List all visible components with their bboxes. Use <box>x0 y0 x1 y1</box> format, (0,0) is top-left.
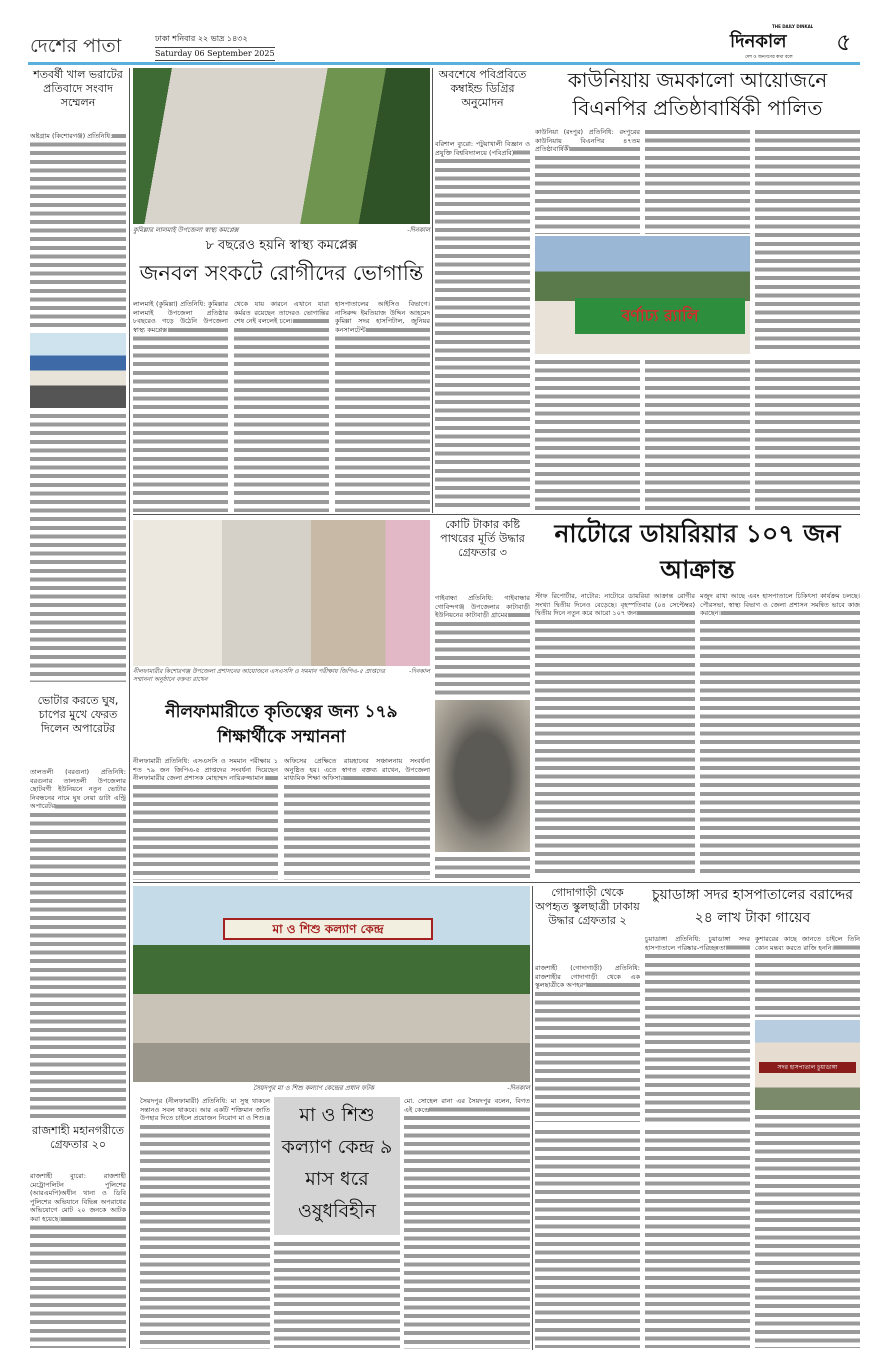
khal-body-2 <box>30 412 126 682</box>
gate-sign: মা ও শিশু কল্যাণ কেন্দ্র <box>223 918 433 940</box>
kosti-body: গাইবান্ধা প্রতিনিধি: গাইবান্ধার গোবিন্দগঞ্জ উপজেলার কাটাবাড়ী ইউনিয়নের কাটাবাড়ী গ্রামের <box>435 594 530 698</box>
saidpur-body-3: মো. সোহেল রানা এর সৈয়দপুর বলেন, বিগত এই কেন্দ্রে <box>404 1097 530 1349</box>
saidpur-body-1: সৈয়দপুর (নীলফামারী) প্রতিনিধি: মা সুস্থ থাকলে সন্তানও সবল থাকবে। আর একটি শক্তিমান জাতি উপহার দিতে চাইলে প্রয়োজন নিরোগ মা ও শিশু। <box>140 1097 270 1349</box>
lalmai-body-2: থেকে যায় কারনে এখানে যারা কর্মরত রয়েছেন তাদেরও ভোগান্তির শেষ নেই বললেই চলে। <box>234 300 329 512</box>
chuadanga-body-4 <box>755 1113 860 1348</box>
header-rule <box>28 62 860 65</box>
pabipro-headline: অবশেষে পবিপ্রবিতে কম্বাইন্ড ডিগ্রির অনুমোদন <box>438 68 527 109</box>
logo-en: THE DAILY DINKAL <box>772 24 814 29</box>
lalmai-body-1: লালমাই (কুমিল্লা) প্রতিনিধি: কুমিল্লার লালমাই উপজেলা প্রতিষ্ঠার ৮বছরেও গড়ে উঠেনি উপজেলা স্বাস্থ্য কমপ্লেক্স। <box>133 300 228 512</box>
date-bengali: ঢাকা শনিবার ২২ ভাদ্র ১৪৩২ <box>155 34 248 43</box>
award-caption: নীলফামারীর কিশোরগঞ্জ উপজেলা প্রশাসনের আয়োজনে এসএসসি ও সমমান পরীক্ষায় জিপিএ-৫ প্রাপ্তদের সম্মাননা অনুষ্ঠানে বক্তব্য রাখেন -দিনকাল <box>133 668 430 683</box>
rally-banner: বর্ণাঢ্য র‍্যালি <box>575 298 745 334</box>
kaunia-body-6 <box>755 358 860 510</box>
kaunia-body-5 <box>645 358 750 510</box>
gate-photo <box>133 886 530 1082</box>
lalmai-body-3: হাসপাতালের আইসিও বিভাগে। নাসিরুদ্দ ইমতিয়াজ উদ্দিন আহমেদ কুমিল্লা সদর হাসপিটাল, জুনিয়র কনসালটেন্ট <box>335 300 430 512</box>
godagari-body: রাজশাহী (গোদাগাড়ী) প্রতিনিধি: রাজশাহীর গোদাগাড়ী থেকে এক স্কুলছাত্রীকে অপহরণ <box>535 964 640 1122</box>
award-photo <box>133 520 430 666</box>
voter-headline: ভোটার করতে ঘুষ, চাপের মুখে ফেরত দিলেন অপারেটর <box>37 694 119 735</box>
chuadanga-body-3 <box>645 1128 750 1348</box>
saidpur-body-2 <box>274 1240 400 1348</box>
lalmai-kicker: ৮ বছরেও হয়নি স্বাস্থ্য কমপ্লেক্স <box>205 238 358 253</box>
chuadanga-headline: চুয়াডাঙ্গা সদর হাসপাতালের বরাদ্দের ২৪ লাখ টাকা গায়েব <box>651 887 853 926</box>
voter-lead: তালতলী (বরগুনা) প্রতিনিধি: বরগুনার তালতলী উপজেলার ছোটবগী ইউনিয়নে নতুন ভোটার নিবন্ধনের নামে ঘুষ নেয়া ডাটা এন্ট্রি অপারেটর <box>30 768 126 811</box>
natore-body-2: মজুদ রাখা আছে এবং হাসপাতালে চিকিৎসা কার্যক্রম চলছে। পৌরসভা, স্বাস্থ্য বিভাগ ও জেলা প্রশাসন সমন্বিত ভাবে কাজ করছেন। <box>700 592 860 878</box>
newspaper-logo: দিনকাল <box>730 31 787 52</box>
natore-body-1: স্টাফ রিপোর্টার, নাটোর: নাটোরে ডায়রিয়া আক্রান্ত রোগীর সংখ্যা দ্বিতীয় দিনেও বেড়েছে। বৃহস্পতিবার (০৪ সেপ্টেম্বর) দ্বিতীয় দিনে নতুন করে আরো ১০৭ জন <box>535 592 695 878</box>
kaunia-body-2 <box>645 128 750 234</box>
page-number: ৫ <box>836 28 852 56</box>
khal-lead: অষ্টগ্রাম (কিশোরগঞ্জ) প্রতিনিধি: <box>30 132 113 140</box>
nilphamari-body-1: নীলফামারী প্রতিনিধি: এসএসসি ও সমমান পরীক্ষায় ১ শত ৭৯ জন জিপিএ-৫ প্রাপ্তদের সংবর্ধনা দিয়েছেন নীলফামারীর জেলা প্রশাসক মোহাম্মদ নায়িরুজ্জামান। <box>133 757 278 880</box>
section-title: দেশের পাতা <box>30 35 122 57</box>
gate-caption: সৈয়দপুর মা ও শিশু কল্যাণ কেন্দ্রের প্রধান ফটক -দিনকাল <box>253 1084 530 1092</box>
nilphamari-body-2: অফিসের প্রেক্ষিতে রায়হানের সঞ্চালনায় সংবর্ধনা অনুষ্ঠিত হয়। এতে স্বাগত বক্তব্য রাখেন, উপজেলা মাধ্যমিক শিক্ষা অফিসার <box>284 757 430 880</box>
rajshahi-body <box>30 1172 126 1348</box>
tagline: দেশ ও জনগণের কথা বলে <box>745 55 793 60</box>
saidpur-box-headline: মা ও শিশু কল্যাণ কেন্দ্র ৯ মাস ধরে ওষুধবিহীন <box>274 1097 400 1235</box>
pabipro-body: বরিশাল ব্যুরো: পটুয়াখালী বিজ্ঞান ও প্রযুক্তি বিশ্ববিদ্যালয়ে (পবিপ্রবি) <box>435 140 530 510</box>
kosti-headline: কোটি টাকার কষ্টি পাথরের মূর্তি উদ্ধার গ্রেফতার ৩ <box>440 518 525 559</box>
nilphamari-headline: নীলফামারীতে কৃতিত্বের জন্য ১৭৯ শিক্ষার্থীকে সম্মাননা <box>165 702 398 747</box>
lalmai-caption: কুমিল্লার লালমাই উপজেলা স্বাস্থ্য কমপ্লেক্স -দিনকাল <box>133 226 430 234</box>
kaunia-body-4 <box>535 358 640 510</box>
chuadanga-body-2: কুশাররের কাছে জানতে চাইলে তিনি কোন মন্তব্য করতে রাজি হননি। <box>755 935 860 1017</box>
godagari-headline: গোদাগাড়ী থেকে অপহৃত স্কুলছাত্রী ঢাকায় উদ্ধার গ্রেফতার ২ <box>535 886 640 927</box>
idol-photo <box>435 700 530 852</box>
khal-photo <box>30 333 126 408</box>
hospital-photo <box>755 1020 860 1110</box>
godagari-body-2 <box>535 1128 640 1348</box>
voter-body <box>30 768 126 1120</box>
lalmai-photo <box>133 68 430 224</box>
kaunia-body-1: কাউনিয়া (রংপুর) প্রতিনিধি: রংপুরের কাউনিয়ায় বিএনপির ৪৭তম প্রতিষ্ঠাবার্ষিকী <box>535 128 640 234</box>
date-english: Saturday 06 September 2025 <box>155 47 275 61</box>
khal-body <box>30 132 126 330</box>
kaunia-body-3 <box>755 128 860 351</box>
rajshahi-lead: রাজশাহী ব্যুরো: রাজশাহী মেট্রোপলিটন পুলিশের (আরএমপি)অধীন থানা ও ডিবি পুলিশের অভিযানে বিভিন্ন অপরাধের অভিযোগে মোট ২০ জনকে আটক করা হয়েছে। <box>30 1172 126 1223</box>
hospital-sign: সদর হাসপাতাল চুয়াডাঙ্গা <box>759 1062 856 1073</box>
chuadanga-body-1: চুয়াডাঙ্গা প্রতিনিধি: চুয়াডাঙ্গা সদর হাসপাতালে পরিষ্কার-পরিচ্ছন্নতা <box>645 935 750 1125</box>
kosti-body-2 <box>435 855 530 880</box>
kaunia-rally-photo <box>535 236 750 354</box>
kaunia-headline: কাউনিয়ায় জমকালো আয়োজনে বিএনপির প্রতিষ্ঠাবার্ষিকী পালিত <box>567 68 828 120</box>
lalmai-headline: জনবল সংকটে রোগীদের ভোগান্তি <box>139 261 424 285</box>
natore-headline: নাটোরে ডায়রিয়ার ১০৭ জন আক্রান্ত <box>554 519 841 584</box>
rajshahi-headline: রাজশাহী মহানগরীতে গ্রেফতার ২০ <box>32 1124 124 1151</box>
khal-headline: শতবর্ষী খাল ভরাটের প্রতিবাদে সংবাদ সম্মেলন <box>33 68 123 109</box>
